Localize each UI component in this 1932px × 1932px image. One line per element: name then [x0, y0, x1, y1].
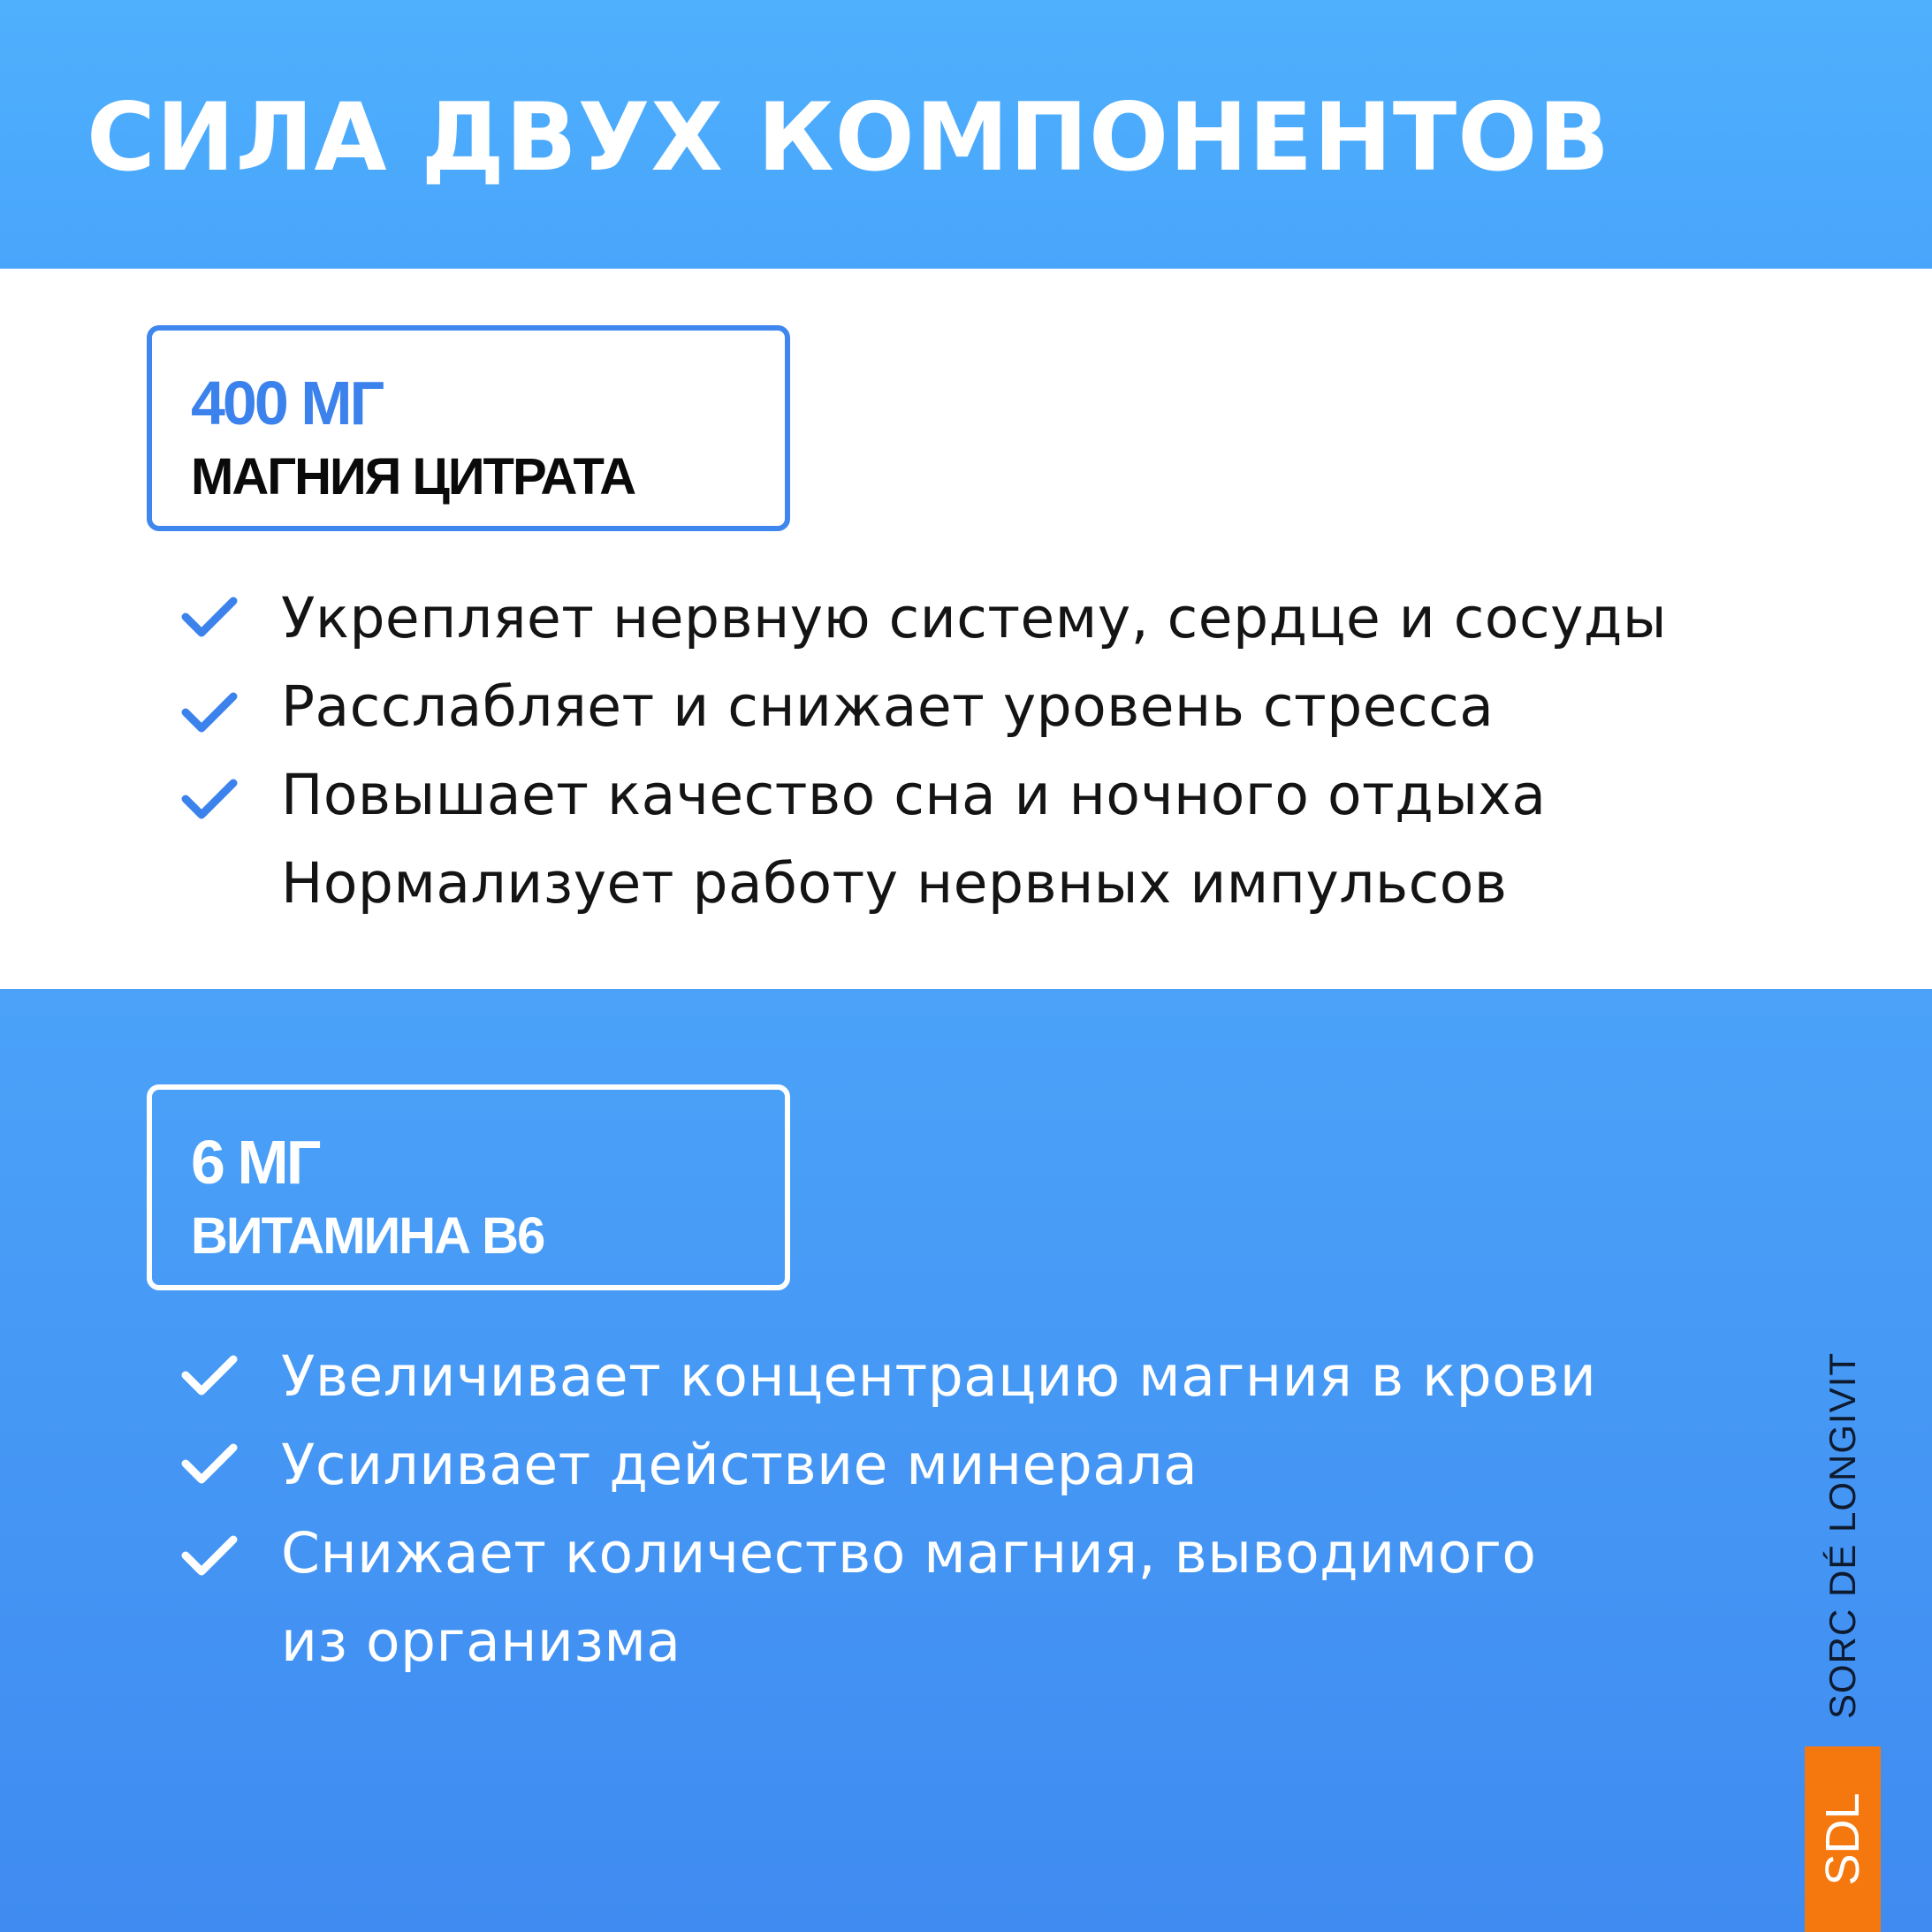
checkmark-icon — [180, 776, 239, 822]
vitamin-b6-amount: 6 МГ — [191, 1128, 319, 1197]
benefit-item: Повышает качество сна и ночного отдыха — [281, 763, 1547, 827]
header-banner — [0, 0, 1932, 269]
magnesium-amount: 400 МГ — [191, 369, 383, 437]
magnesium-dose-box — [147, 325, 790, 531]
benefit-item: Нормализует работу нервных импульсов — [281, 851, 1508, 916]
checkmark-icon — [180, 594, 239, 640]
checkmark-icon — [180, 1533, 239, 1578]
brand-badge-label: SDL — [1816, 1792, 1869, 1886]
brand-name: SORC DÉ LONGIVIT — [1822, 1351, 1863, 1719]
brand-badge — [1805, 1746, 1881, 1932]
benefit-item: Увеличивает концентрацию магния в крови — [281, 1344, 1597, 1409]
checkmark-icon — [180, 1352, 239, 1398]
checkmark-icon — [180, 1441, 239, 1487]
checkmark-icon — [180, 689, 239, 735]
page-title: СИЛА ДВУХ КОМПОНЕНТОВ — [87, 83, 1611, 192]
brand-logo — [1805, 1351, 1881, 1719]
benefit-item: Расслабляет и снижает уровень стресса — [281, 674, 1495, 739]
benefit-item: Снижает количество магния, выводимого — [281, 1521, 1537, 1586]
benefit-item: Усиливает действие минерала — [281, 1433, 1198, 1497]
vitamin-b6-dose-box — [147, 1084, 790, 1290]
vitamin-b6-name: ВИТАМИНА B6 — [191, 1207, 544, 1265]
benefit-item: Укрепляет нервную систему, сердце и сосуды — [281, 586, 1668, 650]
magnesium-name: МАГНИЯ ЦИТРАТА — [191, 448, 635, 506]
benefit-item-continued: из организма — [281, 1609, 681, 1674]
